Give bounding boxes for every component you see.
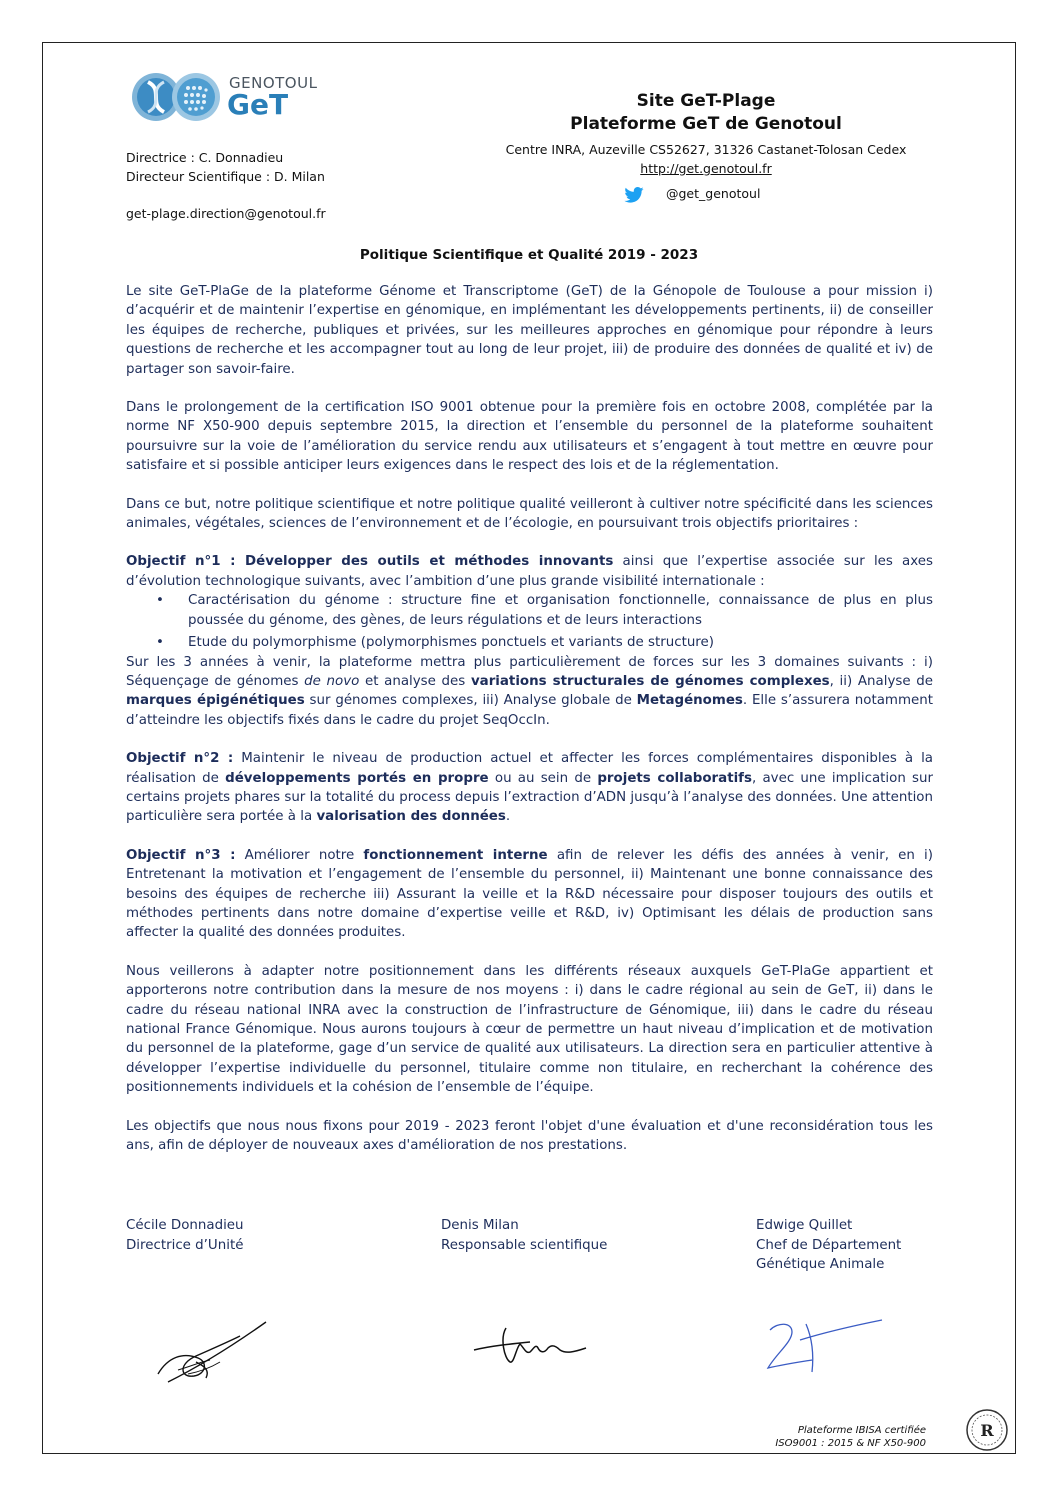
svg-text:R: R	[980, 1421, 994, 1440]
bold-run: projets collaboratifs	[597, 770, 752, 786]
website-link[interactable]: http://get.genotoul.fr	[640, 161, 772, 176]
certification-line-1: Plateforme IBISA certifiée	[797, 1425, 926, 1436]
direction-email[interactable]: get-plage.direction@genotoul.fr	[126, 206, 326, 221]
genotoul-logo	[130, 68, 330, 128]
signatory-name: Denis Milan	[441, 1218, 519, 1233]
twitter-handle-row[interactable]	[624, 186, 760, 203]
objective-1-text: ainsi que l’expertise associée sur les axes d’évolution technologique suivants, avec l’ambition d’une plus grande visibilité internationale :	[126, 554, 933, 589]
postal-address: Centre INRA, Auzeville CS52627, 31326 Castanet-Tolosan Cedex	[505, 142, 907, 157]
objective-3-label: Objectif n°3 :	[126, 847, 236, 863]
certification-note	[740, 1424, 926, 1450]
text-run: ou au sein de	[488, 770, 598, 786]
paragraph-purpose: Dans ce but, notre politique scientifique et notre politique qualité veilleront à cultiver notre spécificité dans les sciences animales, végétales, sciences de l’environnement et de l’écologie, en poursuivant trois objectifs prioritaires :	[126, 496, 933, 532]
paragraph-evaluation: Les objectifs que nous nous fixons pour 2019 - 2023 feront l'objet d'une évaluation et d'une reconsidération tous les ans, afin de déployer de nouveaux axes d'amélioration de nos prestations.	[126, 1118, 933, 1154]
list-item: • Etude du polymorphisme (polymorphismes ponctuels et variants de structure)	[188, 633, 933, 652]
dna-globe-icon	[130, 68, 226, 126]
signature-quillet	[756, 1310, 886, 1382]
paragraph-networks: Nous veillerons à adapter notre positionnement dans les différents réseaux auxquels GeT-PlaGe appartient et apporterons notre contribution dans la mesure de nos moyens : i) dans le cadre régional au sein de GeT, ii) dans le cadre du réseau national INRA avec la construction de l’infrastructure de Génomique, iii) dans le cadre du réseau national France Génomique. Nous aurons toujours à cœur de permettre un haut niveau d’implication et de motivation du personnel de la plateforme, gage d’un service de qualité aux utilisateurs. La direction sera en particulier attentive à développer l’expertise individuelle du personnel, titulaire comme non titulaire, en recherchant la cohérence des positionnements individuels et la cohésion de l’ensemble de l’équipe.	[126, 963, 933, 1096]
text-run: sur génomes complexes, iii) Analyse globale de	[304, 693, 637, 709]
bold-run: fonctionnement interne	[363, 847, 548, 863]
text-run: .	[505, 809, 511, 825]
header-left-contacts	[126, 148, 325, 186]
signature-donnadieu	[148, 1312, 278, 1392]
signatory-name: Cécile Donnadieu	[126, 1218, 244, 1233]
objective-1-intro	[126, 552, 933, 591]
logo-wordmark-top: GENOTOUL	[229, 74, 318, 92]
header-right-block	[480, 90, 932, 178]
certification-line-2: ISO9001 : 2015 & NF X50-900	[775, 1438, 926, 1449]
signatory-quillet	[756, 1216, 901, 1275]
bold-run: Metagénomes	[636, 693, 743, 709]
paragraph-certification: Dans le prolongement de la certification ISO 9001 obtenue pour la première fois en octobre 2008, complétée par la norme NF X50-900 depuis septembre 2015, la direction et l’ensemble du personnel de la plateforme souhaitent poursuivre sur la voie de l’amélioration du service rendu aux utilisateurs et s’engagent à tout mettre en œuvre pour satisfaire et si possible anticiper leurs exigences dans le respect des lois et de la réglementation.	[126, 400, 933, 474]
objective-3-paragraph	[126, 846, 933, 943]
bold-run: marques épigénétiques	[126, 693, 305, 709]
bold-run: valorisation des données	[316, 809, 506, 825]
text-run: , ii) Analyse de	[829, 673, 933, 689]
italic-run: de novo	[304, 673, 360, 689]
paragraph-mission: Le site GeT-PlaGe de la plateforme Génome et Transcriptome (GeT) de la Génopole de Toulouse a pour mission i) d’acquérir et de maintenir l’expertise en génomique, en implémentant les développements pertinents, ii) de conseiller les équipes de recherche, publiques et privées, sur les meilleures approches en génomique pour répondre à leurs questions de recherche et les accompagner tout au long de leur projet, iii) de produire des données de qualité et iv) de partager son savoir-faire.	[126, 284, 933, 377]
twitter-bird-icon	[624, 187, 644, 203]
twitter-handle: @get_genotoul	[666, 186, 761, 201]
logo-wordmark-bottom: GeT	[227, 88, 289, 121]
signatory-role: Responsable scientifique	[441, 1237, 608, 1253]
scientific-director-line: Directeur Scientifique : D. Milan	[126, 169, 325, 184]
signatory-milan	[441, 1216, 607, 1255]
signatory-role: Chef de Département	[756, 1237, 902, 1253]
signatory-role: Directrice d’Unité	[126, 1237, 244, 1253]
list-item: • Caractérisation du génome : structure fine et organisation fonctionnelle, connaissance de plus en plus poussée du génome, des gènes, de leurs régulations et de leurs interactions	[188, 591, 933, 630]
text-run: , avec une implication sur certains projets phares sur la totalité du process depuis l’extraction d’ADN jusqu’à l’analyse des données. Une attention particulière sera portée à la	[126, 770, 934, 825]
bold-run: variations structurales de génomes complexes	[470, 673, 830, 689]
site-name: Site GeT-Plage	[636, 91, 776, 111]
text-run: Maintenir le niveau de production actuel et affecter les forces complémentaires disponibles à la réalisation de	[126, 751, 934, 786]
objective-2-label: Objectif n°2 :	[126, 751, 234, 767]
certification-seal-icon	[965, 1408, 1009, 1452]
objective-2-paragraph	[126, 749, 933, 827]
signatory-name: Edwige Quillet	[756, 1218, 853, 1233]
objective-1-bullet-list	[126, 591, 933, 652]
document-body	[126, 282, 933, 1174]
text-run: Sur les 3 années à venir, la plateforme mettra plus particulièrement de forces sur les 3 domaines suivants : i) Séquençage de génomes	[126, 654, 933, 689]
text-run: et analyse des	[359, 673, 471, 689]
bold-run: développements portés en propre	[225, 770, 489, 786]
platform-name: Plateforme GeT de Genotoul	[570, 114, 842, 134]
signature-milan	[470, 1318, 590, 1374]
text-run: Améliorer notre	[235, 847, 364, 863]
director-line: Directrice : C. Donnadieu	[126, 150, 284, 165]
text-run: afin de relever les défis des années à venir, en i) Entretenant la motivation et l’engagement de l’ensemble du personnel, ii) Maintenant une bonne connaissance des besoins des équipes de recherche iii) Assurant la veille et la R&D nécessaire pour disposer toujours des outils et méthodes pertinents dans notre domaine d’expertise veille et R&D, iv) Optimisant les délais de production sans affecter la qualité des données produites.	[126, 847, 933, 941]
objective-1-label: Objectif n°1 : Développer des outils et méthodes innovants	[126, 554, 614, 570]
text-run: . Elle s’assurera notamment d’atteindre les objectifs fixés dans le cadre du projet SeqOccIn.	[126, 693, 933, 728]
signatory-role-secondary: Génétique Animale	[756, 1257, 885, 1272]
document-title: Politique Scientifique et Qualité 2019 - 2023	[359, 247, 699, 263]
signatory-donnadieu	[126, 1216, 244, 1255]
objective-1-followup	[126, 653, 933, 731]
